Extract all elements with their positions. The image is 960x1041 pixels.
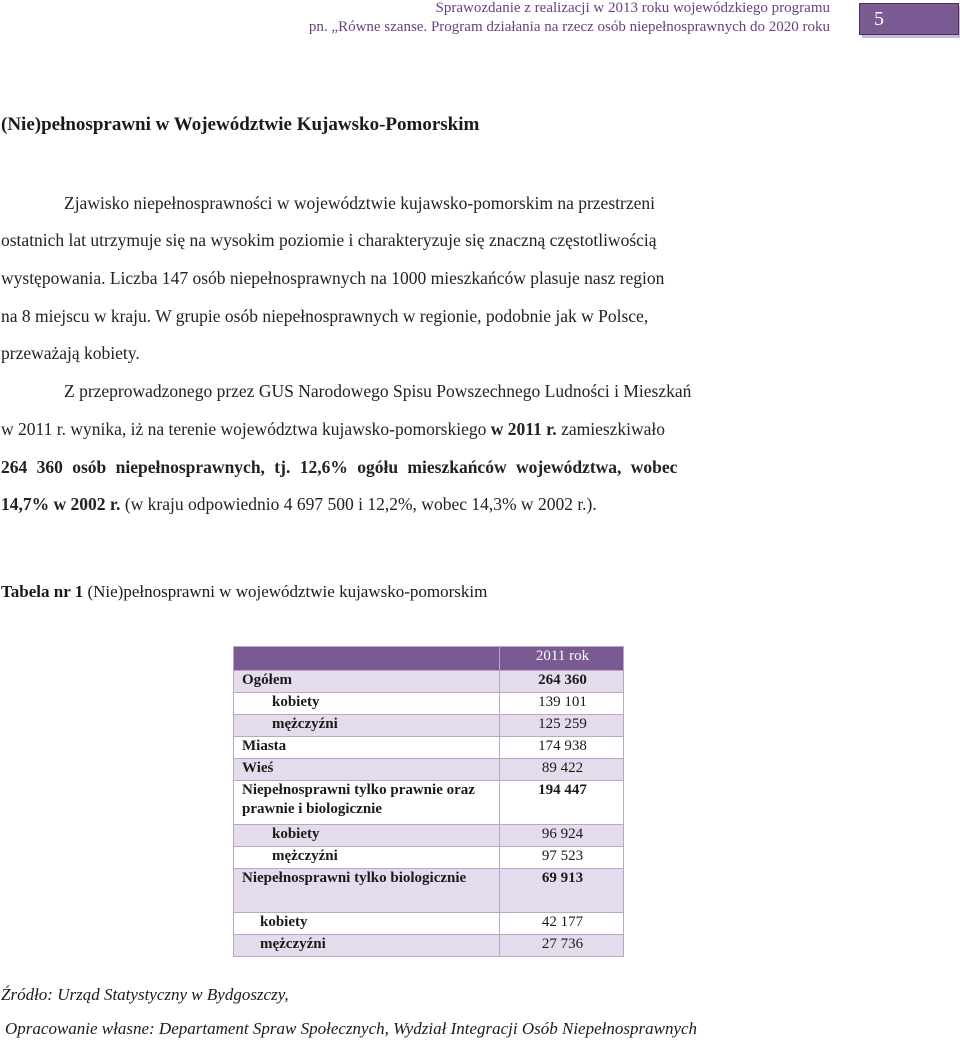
- paragraph2-line1: Z przeprowadzonego przez GUS Narodowego Spisu Powszechnego Ludności i Mieszkań: [64, 381, 692, 401]
- table-row: Niepełnosprawni tylko biologicznie 69 913: [234, 869, 624, 913]
- header-program-title: pn. „Równe szanse. Program działania na rzecz osób niepełnosprawnych do 2020 roku: [308, 19, 830, 35]
- table-row: kobiety 96 924: [234, 825, 624, 847]
- source-note: Źródło: Urząd Statystyczny w Bydgoszczy,: [1, 985, 289, 1004]
- table-row: Wieś 89 422: [234, 759, 624, 781]
- paragraph1-line5: przeważają kobiety.: [1, 343, 140, 363]
- disability-stats-table: [233, 646, 624, 957]
- table-row: kobiety 139 101: [234, 693, 624, 715]
- paragraph2-line4: 14,7% w 2002 r. (w kraju odpowiednio 4 697 500 i 12,2%, wobec 14,3% w 2002 r.).: [1, 494, 597, 514]
- table-caption: Tabela nr 1 (Nie)pełnosprawni w województwie kujawsko-pomorskim: [1, 582, 488, 601]
- table-row: mężczyźni 125 259: [234, 715, 624, 737]
- authorship-note: Opracowanie własne: Departament Spraw Społecznych, Wydział Integracji Osób Niepełnosprawnych: [5, 1019, 698, 1038]
- paragraph1-line1: Zjawisko niepełnosprawności w województwie kujawsko-pomorskim na przestrzeni: [64, 193, 655, 213]
- paragraph1-line2: ostatnich lat utrzymuje się na wysokim poziomie i charakteryzuje się znaczną częstotliwością: [1, 230, 657, 250]
- header-year: 2011 rok: [500, 647, 624, 671]
- paragraph1-line3: występowania. Liczba 147 osób niepełnosprawnych na 1000 mieszkańców plasuje nasz region: [1, 268, 665, 288]
- table-row: Niepełnosprawni tylko prawnie oraz prawnie i biologicznie 194 447: [234, 781, 624, 825]
- table-row: kobiety 42 177: [234, 913, 624, 935]
- paragraph2-line3: 264 360 osób niepełnosprawnych, tj. 12,6% ogółu mieszkańców województwa, wobec: [1, 457, 678, 477]
- table-header-row: [234, 647, 624, 671]
- table-row: Miasta 174 938: [234, 737, 624, 759]
- page-number-badge: 5: [859, 3, 959, 35]
- paragraph2-line2: w 2011 r. wynika, iż na terenie województwa kujawsko-pomorskiego w 2011 r. zamieszkiwało: [1, 419, 666, 439]
- table-row: mężczyźni 97 523: [234, 847, 624, 869]
- section-title: (Nie)pełnosprawni w Województwie Kujawsko-Pomorskim: [1, 114, 480, 135]
- table-row: mężczyźni 27 736: [234, 935, 624, 957]
- paragraph1-line4: na 8 miejscu w kraju. W grupie osób niepełnosprawnych w regionie, podobnie jak w Polsce,: [1, 306, 649, 326]
- header-report-title: Sprawozdanie z realizacji w 2013 roku wojewódzkiego programu: [435, 0, 830, 16]
- table-row: Ogółem 264 360: [234, 671, 624, 693]
